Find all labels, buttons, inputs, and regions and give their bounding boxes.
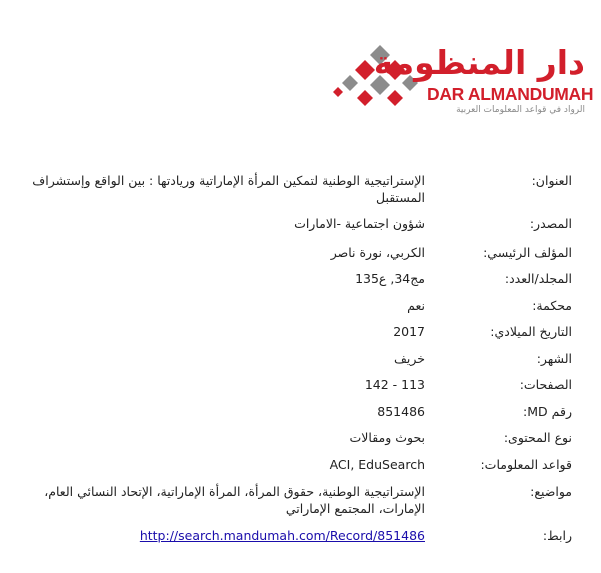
record-value-content-type: بحوث ومقالات	[349, 430, 425, 445]
logo-tagline: الرواد في قواعد المعلومات العربية	[456, 105, 585, 115]
record-value-author: الكربي، نورة ناصر	[330, 245, 425, 260]
record-label: التاريخ الميلادي:	[490, 324, 572, 339]
record-value-subjects: الإستراتيجية الوطنية، حقوق المرأة، المرأة الإماراتية، الإتحاد النسائي العام، الإمارات، المجتمع الإماراتي	[44, 484, 425, 516]
record-value-volume: مج34, ع135	[355, 271, 425, 286]
record-link[interactable]: http://search.mandumah.com/Record/851486	[139, 528, 425, 543]
record-label: المؤلف الرئيسي:	[483, 245, 572, 260]
logo-latin-text: DAR ALMANDUMAH	[427, 84, 594, 104]
record-label: المجلد/العدد:	[504, 271, 572, 286]
record-value-peer-reviewed: نعم	[407, 298, 425, 313]
record-label: الصفحات:	[519, 377, 572, 392]
record-value-md-number: 851486	[377, 404, 425, 419]
record-label: نوع المحتوى:	[503, 430, 572, 445]
record-value-month: خريف	[393, 351, 425, 366]
record-label: رقم MD:	[523, 404, 572, 419]
record-label: المصدر:	[529, 216, 572, 231]
record-label: مواضيع:	[530, 484, 572, 499]
record-value-databases: ACI, EduSearch	[329, 457, 425, 472]
record-value-title: الإستراتيجية الوطنية لتمكين المرأة الإماراتية وريادتها : بين الواقع وإستشراف المستقبل	[32, 173, 425, 205]
record-label: محكمة:	[532, 298, 572, 313]
record-value-year: 2017	[393, 324, 425, 339]
record-label: الشهر:	[536, 351, 572, 366]
record-value-pages: 113 - 142	[364, 377, 425, 392]
record-label: رابط:	[542, 528, 572, 543]
record-label: قواعد المعلومات:	[480, 457, 572, 472]
record-label: العنوان:	[531, 173, 572, 188]
record-value-source: شؤون اجتماعية -الامارات	[294, 216, 425, 231]
logo-arabic-text: دار المنظومة	[373, 43, 585, 82]
